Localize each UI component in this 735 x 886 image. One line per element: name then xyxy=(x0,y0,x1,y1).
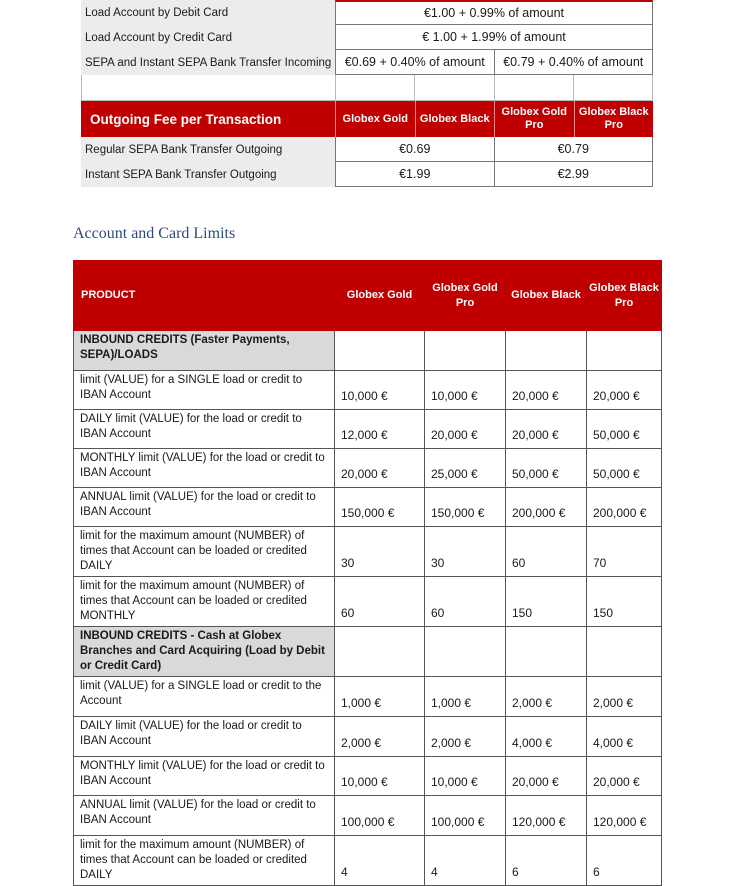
section-title: Account and Card Limits xyxy=(73,225,236,242)
limit-value: 20,000 € xyxy=(587,371,662,410)
limit-value: 60 xyxy=(335,577,425,627)
column-header: Globex Black Pro xyxy=(574,101,654,137)
fee-label: SEPA and Instant SEPA Bank Transfer Incoming xyxy=(81,50,335,75)
column-header: Globex Gold xyxy=(335,101,415,137)
limit-value: 30 xyxy=(425,527,506,577)
limit-value: 2,000 € xyxy=(506,677,587,717)
group-row xyxy=(74,331,662,371)
row-label: DAILY limit (VALUE) for the load or credit to IBAN Account xyxy=(74,717,335,757)
table-row xyxy=(74,757,662,796)
group-label: INBOUND CREDITS - Cash at Globex Branches and Card Acquiring (Load by Debit or Credit Card) xyxy=(74,627,335,677)
fee-row xyxy=(81,25,653,50)
limit-value: 100,000 € xyxy=(425,796,506,836)
column-header: Globex Black Pro xyxy=(587,261,662,331)
row-label: DAILY limit (VALUE) for the load or credit to IBAN Account xyxy=(74,410,335,449)
table-row xyxy=(74,410,662,449)
limit-value: 12,000 € xyxy=(335,410,425,449)
fee-spacer-row xyxy=(81,75,653,101)
limit-value xyxy=(335,627,425,677)
row-label: limit for the maximum amount (NUMBER) of times that Account can be loaded or credited DAILY xyxy=(74,527,335,577)
outgoing-header xyxy=(81,101,653,137)
empty-cell xyxy=(573,75,653,101)
table-row xyxy=(74,677,662,717)
fee-label: Instant SEPA Bank Transfer Outgoing xyxy=(81,162,335,187)
limit-value: 25,000 € xyxy=(425,449,506,488)
empty-cell xyxy=(335,75,414,101)
limit-value: 70 xyxy=(587,527,662,577)
table-row xyxy=(74,717,662,757)
fee-value: €1.00 + 0.99% of amount xyxy=(335,0,653,25)
fee-row xyxy=(81,0,653,25)
table-row xyxy=(74,836,662,886)
limit-value: 10,000 € xyxy=(425,371,506,410)
product-header: PRODUCT xyxy=(74,261,335,331)
table-row xyxy=(74,488,662,527)
fee-row xyxy=(81,162,653,187)
limit-value: 50,000 € xyxy=(587,449,662,488)
fee-value: €1.99 xyxy=(335,162,494,187)
limit-value: 60 xyxy=(425,577,506,627)
fee-value: €0.79 + 0.40% of amount xyxy=(494,50,654,75)
empty-cell xyxy=(81,75,335,101)
limit-value: 60 xyxy=(506,527,587,577)
limits-table xyxy=(73,260,662,886)
limit-value: 2,000 € xyxy=(335,717,425,757)
limit-value: 20,000 € xyxy=(506,371,587,410)
column-header: Globex Gold xyxy=(335,261,425,331)
limit-value xyxy=(506,331,587,371)
table-row xyxy=(74,796,662,836)
fee-value: €0.69 xyxy=(335,137,494,162)
limit-value: 150 xyxy=(587,577,662,627)
row-label: ANNUAL limit (VALUE) for the load or credit to IBAN Account xyxy=(74,488,335,527)
limit-value: 1,000 € xyxy=(425,677,506,717)
limit-value: 10,000 € xyxy=(335,757,425,796)
limit-value xyxy=(587,627,662,677)
empty-cell xyxy=(494,75,573,101)
fee-row xyxy=(81,50,653,75)
limit-value: 150 xyxy=(506,577,587,627)
limit-value: 2,000 € xyxy=(425,717,506,757)
limit-value: 10,000 € xyxy=(335,371,425,410)
table-row xyxy=(74,371,662,410)
limits-header-row xyxy=(74,261,662,331)
fee-label: Load Account by Debit Card xyxy=(81,0,335,25)
limit-value: 150,000 € xyxy=(425,488,506,527)
column-header: Globex Black xyxy=(415,101,495,137)
limit-value: 50,000 € xyxy=(587,410,662,449)
fee-label: Load Account by Credit Card xyxy=(81,25,335,50)
limit-value xyxy=(335,331,425,371)
group-row xyxy=(74,627,662,677)
column-header: Globex Gold Pro xyxy=(425,261,506,331)
table-row xyxy=(74,449,662,488)
limit-value: 200,000 € xyxy=(506,488,587,527)
row-label: limit (VALUE) for a SINGLE load or credit to the Account xyxy=(74,677,335,717)
row-label: MONTHLY limit (VALUE) for the load or credit to IBAN Account xyxy=(74,449,335,488)
limit-value: 20,000 € xyxy=(587,757,662,796)
table-row xyxy=(74,527,662,577)
limit-value: 20,000 € xyxy=(506,410,587,449)
group-label: INBOUND CREDITS (Faster Payments, SEPA)/LOADS xyxy=(74,331,335,371)
limit-value: 50,000 € xyxy=(506,449,587,488)
limit-value: 4 xyxy=(335,836,425,886)
outgoing-title: Outgoing Fee per Transaction xyxy=(90,111,282,127)
limit-value xyxy=(425,331,506,371)
fee-value: €0.69 + 0.40% of amount xyxy=(335,50,494,75)
limit-value: 10,000 € xyxy=(425,757,506,796)
row-label: limit for the maximum amount (NUMBER) of times that Account can be loaded or credited DAILY xyxy=(74,836,335,886)
limit-value: 4 xyxy=(425,836,506,886)
limit-value: 20,000 € xyxy=(506,757,587,796)
limit-value: 6 xyxy=(506,836,587,886)
limit-value: 200,000 € xyxy=(587,488,662,527)
limit-value: 120,000 € xyxy=(587,796,662,836)
row-label: ANNUAL limit (VALUE) for the load or credit to IBAN Account xyxy=(74,796,335,836)
fee-table xyxy=(81,0,653,187)
fee-value: €2.99 xyxy=(494,162,654,187)
limit-value: 4,000 € xyxy=(506,717,587,757)
limit-value: 20,000 € xyxy=(425,410,506,449)
limit-value: 20,000 € xyxy=(335,449,425,488)
limit-value: 2,000 € xyxy=(587,677,662,717)
fee-value: € 1.00 + 1.99% of amount xyxy=(335,25,653,50)
empty-cell xyxy=(414,75,493,101)
limit-value: 100,000 € xyxy=(335,796,425,836)
row-label: limit (VALUE) for a SINGLE load or credit to IBAN Account xyxy=(74,371,335,410)
column-header: Globex Black xyxy=(506,261,587,331)
limit-value: 4,000 € xyxy=(587,717,662,757)
limit-value xyxy=(506,627,587,677)
limit-value xyxy=(587,331,662,371)
limit-value xyxy=(425,627,506,677)
row-label: MONTHLY limit (VALUE) for the load or credit to IBAN Account xyxy=(74,757,335,796)
limit-value: 6 xyxy=(587,836,662,886)
column-header: Globex Gold Pro xyxy=(494,101,574,137)
limit-value: 150,000 € xyxy=(335,488,425,527)
table-row xyxy=(74,577,662,627)
limit-value: 120,000 € xyxy=(506,796,587,836)
limit-value: 1,000 € xyxy=(335,677,425,717)
fee-label: Regular SEPA Bank Transfer Outgoing xyxy=(81,137,335,162)
row-label: limit for the maximum amount (NUMBER) of times that Account can be loaded or credited MONTHLY xyxy=(74,577,335,627)
fee-row xyxy=(81,137,653,162)
fee-value: €0.79 xyxy=(494,137,654,162)
limit-value: 30 xyxy=(335,527,425,577)
